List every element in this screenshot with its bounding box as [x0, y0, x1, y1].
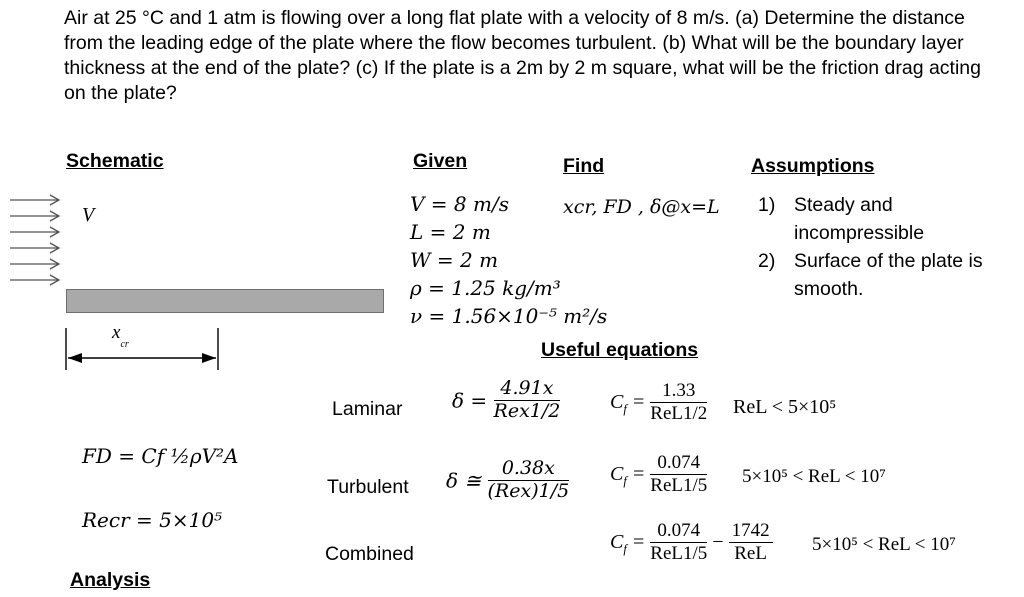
flow-arrows-icon	[8, 192, 68, 288]
analysis-heading: Analysis	[70, 569, 151, 591]
given-velocity: V = 8 m/s	[410, 192, 509, 216]
given-length: L = 2 m	[410, 220, 491, 244]
flat-plate	[66, 289, 384, 313]
given-density: ρ = 1.25 kg/m³	[410, 276, 561, 300]
assumptions-heading: Assumptions	[751, 155, 875, 177]
laminar-cf-equation: $C_f$ = $\frac{1.33}{\text{ReL1/2}}$	[610, 380, 708, 424]
laminar-label: Laminar	[332, 398, 403, 420]
turbulent-delta-equation: δ ≅ $\frac{0.38x}{\text{(Rex)1/5}}$	[446, 457, 570, 502]
reynolds-critical: Recr = 5×10⁵	[82, 508, 223, 532]
xcr-label: $x_{cr}$	[112, 322, 129, 350]
combined-label: Combined	[325, 543, 414, 565]
assumption-1: 1) Steady and incompressible	[758, 194, 925, 244]
laminar-delta-equation: δ = $\frac{4.91x}{\text{Rex1/2}}$	[452, 377, 561, 422]
schematic-heading: Schematic	[66, 150, 164, 172]
combined-condition: 5×10⁵ < ReL < 10⁷	[812, 534, 956, 555]
useful-equations-heading: Useful equations	[541, 339, 699, 361]
problem-statement: Air at 25 °C and 1 atm is flowing over a long flat plate with a velocity of 8 m/s. (a) Determine the distance from the leading edge of the plate where the flow becomes turbulent. (b) What will be the boundary layer thickness at the end of the plate? (c) If the plate is a 2m by 2 m square, what will be the friction drag acting on the plate?	[64, 7, 981, 104]
velocity-label: V	[82, 204, 95, 226]
turbulent-condition: 5×10⁵ < ReL < 10⁷	[742, 466, 886, 487]
given-width: W = 2 m	[410, 248, 499, 272]
find-heading: Find	[563, 155, 605, 177]
drag-equation: FD = Cf ½ρV²A	[82, 444, 239, 468]
find-text: xcr, FD , δ@x=L	[563, 196, 720, 218]
given-heading: Given	[413, 150, 468, 172]
laminar-condition: ReL < 5×10⁵	[733, 396, 837, 418]
assumptions-list	[758, 191, 998, 303]
turbulent-cf-equation: $C_f$ = $\frac{0.074}{\text{ReL1/5}}$	[610, 452, 708, 496]
given-viscosity: ν = 1.56×10⁻⁵ m²/s	[410, 304, 608, 328]
turbulent-label: Turbulent	[327, 476, 409, 498]
combined-cf-equation: $C_f$ = $\frac{0.074}{\text{ReL1/5}}$ − $\frac{1742}{\text{ReL}}$	[610, 520, 773, 565]
xcr-dimension-arrow-icon	[60, 326, 230, 372]
assumption-2: 2) Surface of the plate is smooth.	[758, 250, 983, 300]
